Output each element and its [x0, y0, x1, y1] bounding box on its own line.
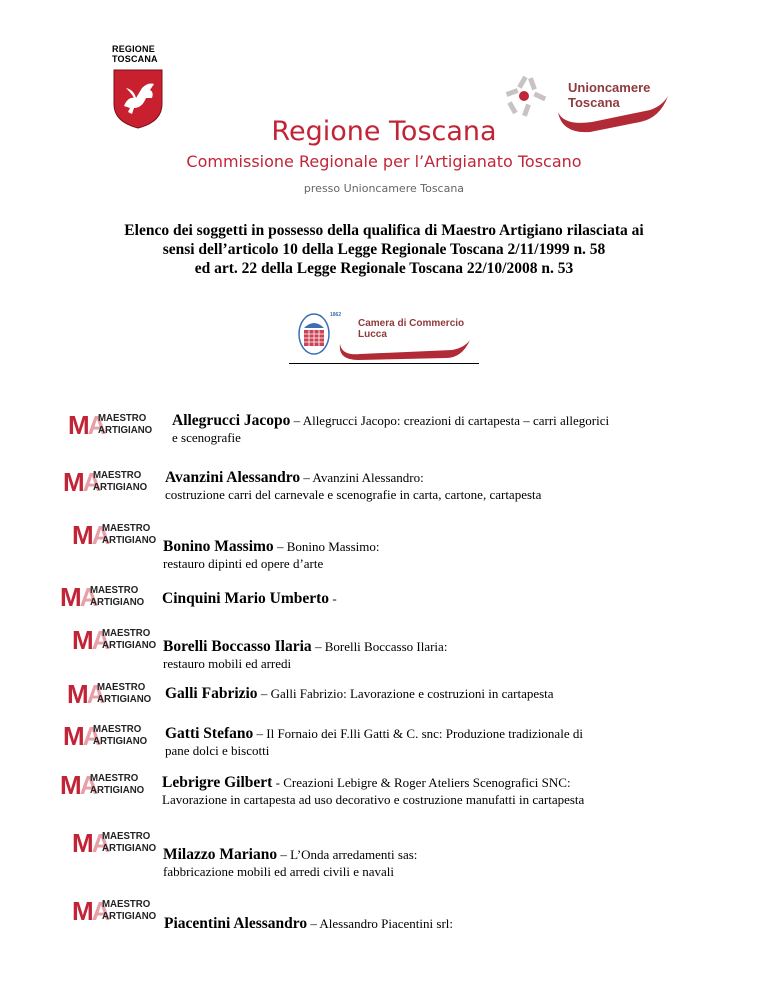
- ma-letter-m: M: [72, 896, 92, 926]
- maestro-artigiano-logo: [63, 722, 155, 750]
- entry-separator: -: [329, 591, 337, 606]
- entry-company: Avanzini Alessandro:: [312, 470, 424, 485]
- ma-word-maestro: MAESTRO: [102, 898, 151, 910]
- ma-word-maestro: MAESTRO: [93, 469, 142, 481]
- entry-company: Il Fornaio dei F.lli Gatti & C. snc: Produzione tradizionale di: [266, 726, 583, 741]
- maestro-artigiano-logo: [67, 680, 159, 708]
- ma-word-maestro: MAESTRO: [90, 772, 139, 784]
- ma-letter-m: M: [72, 625, 92, 655]
- entry-activity: e scenografie: [172, 430, 241, 445]
- entry-company: Galli Fabrizio: Lavorazione e costruzioni in cartapesta: [270, 686, 554, 701]
- maestro-artigiano-logo: [60, 583, 152, 611]
- ma-words: [93, 723, 147, 747]
- entry-separator: –: [311, 639, 325, 654]
- cc-logo-line1: Camera di Commercio: [358, 318, 465, 329]
- ma-word-artigiano: ARTIGIANO: [102, 639, 157, 651]
- entry-activity: fabbricazione mobili ed arredi civili e navali: [163, 864, 395, 879]
- list-item: [172, 412, 609, 446]
- list-item: [164, 915, 453, 932]
- entry-name: Bonino Massimo: [163, 538, 274, 555]
- list-item: [163, 846, 417, 880]
- rt-logo-line1: REGIONE: [112, 44, 155, 54]
- ma-word-maestro: MAESTRO: [102, 627, 151, 639]
- cc-logo-line2: Lucca: [358, 329, 387, 340]
- entry-company: Alessandro Piacentini srl:: [319, 916, 453, 931]
- ma-word-artigiano: ARTIGIANO: [102, 534, 157, 546]
- ma-word-artigiano: ARTIGIANO: [102, 842, 157, 854]
- ma-words: [90, 584, 144, 608]
- heading-line-2: sensi dell’articolo 10 della Legge Regionale Toscana 2/11/1999 n. 58: [162, 241, 606, 258]
- ma-letter-a: A: [82, 467, 100, 497]
- ma-word-artigiano: ARTIGIANO: [90, 596, 145, 608]
- entry-name: Gatti Stefano: [165, 725, 254, 742]
- entry-name: Milazzo Mariano: [163, 846, 278, 863]
- ma-letter-a: A: [87, 410, 105, 440]
- ma-letter-m: M: [68, 410, 88, 440]
- entry-name: Galli Fabrizio: [165, 685, 258, 702]
- ma-word-artigiano: ARTIGIANO: [93, 735, 148, 747]
- heading-line-3: ed art. 22 della Legge Regionale Toscana 22/10/2008 n. 53: [194, 260, 574, 277]
- camera-commercio-lucca-logo: [296, 310, 476, 362]
- entry-activity: pane dolci e biscotti: [165, 743, 270, 758]
- entry-separator: -: [272, 775, 284, 790]
- document-heading: [60, 221, 708, 278]
- list-item: [165, 685, 554, 702]
- entry-activity: costruzione carri del carnevale e scenografie in carta, cartone, cartapesta: [165, 487, 542, 502]
- list-item: [165, 469, 541, 503]
- ma-letter-a: A: [79, 770, 97, 800]
- entry-separator: –: [290, 413, 303, 428]
- entry-company: Borelli Boccasso Ilaria:: [324, 639, 448, 654]
- ma-word-maestro: MAESTRO: [90, 584, 139, 596]
- ma-letter-a: A: [91, 828, 109, 858]
- ma-word-maestro: MAESTRO: [102, 522, 151, 534]
- list-item: [163, 538, 380, 572]
- heading-line-1: Elenco dei soggetti in possesso della qualifica di Maestro Artigiano rilasciata ai: [124, 222, 644, 239]
- ma-word-artigiano: ARTIGIANO: [93, 481, 148, 493]
- ma-words: [93, 469, 147, 493]
- ma-words: [102, 898, 156, 922]
- ma-letter-m: M: [60, 582, 80, 612]
- entry-company: Allegrucci Jacopo: creazioni di cartapesta – carri allegorici: [302, 413, 610, 428]
- entry-separator: –: [253, 726, 267, 741]
- list-item: [162, 774, 584, 808]
- ma-word-artigiano: ARTIGIANO: [98, 424, 153, 436]
- entry-name: Cinquini Mario Umberto: [162, 590, 330, 607]
- ma-word-maestro: MAESTRO: [98, 412, 147, 424]
- ma-letter-m: M: [72, 828, 92, 858]
- entry-name: Lebrigre Gilbert: [162, 774, 273, 791]
- maestro-artigiano-logo: [72, 626, 164, 654]
- entry-name: Piacentini Alessandro: [164, 915, 308, 932]
- ma-words: [102, 830, 156, 854]
- ma-letter-m: M: [60, 770, 80, 800]
- ma-word-maestro: MAESTRO: [102, 830, 151, 842]
- entry-activity: Lavorazione in cartapesta ad uso decorativo e costruzione manufatti in cartapesta: [162, 792, 585, 807]
- page-subtitle: Commissione Regionale per l’Artigianato Toscano: [186, 152, 582, 171]
- maestro-artigiano-logo: [72, 897, 164, 925]
- ma-words: [102, 522, 156, 546]
- ma-word-maestro: MAESTRO: [93, 723, 142, 735]
- presso-text: presso Unioncamere Toscana: [303, 182, 465, 195]
- ma-words: [98, 412, 152, 436]
- ma-letter-a: A: [82, 721, 100, 751]
- cc-logo-number: 1862: [330, 312, 342, 318]
- list-item: [165, 725, 583, 759]
- ma-word-maestro: MAESTRO: [97, 681, 146, 693]
- maestro-artigiano-logo: [72, 829, 164, 857]
- list-item: [163, 638, 447, 672]
- ma-letter-m: M: [67, 679, 87, 709]
- rt-logo-line2: TOSCANA: [112, 54, 158, 64]
- entry-separator: –: [257, 686, 271, 701]
- entry-name: Allegrucci Jacopo: [172, 412, 291, 429]
- entry-separator: –: [300, 470, 313, 485]
- maestro-artigiano-logo: [68, 411, 160, 439]
- entry-separator: –: [307, 916, 320, 931]
- uc-logo-line1: Unioncamere: [568, 80, 651, 95]
- entry-activity: restauro mobili ed arredi: [163, 656, 292, 671]
- maestro-artigiano-logo: [60, 771, 152, 799]
- entry-activity: restauro dipinti ed opere d’arte: [163, 556, 324, 571]
- entry-separator: –: [277, 847, 291, 862]
- separator-rule: [289, 363, 479, 364]
- entry-company: Creazioni Lebigre & Roger Ateliers Scenografici SNC:: [283, 775, 571, 790]
- page-title: Regione Toscana: [271, 116, 497, 147]
- maestro-artigiano-logo: [72, 521, 164, 549]
- ma-word-artigiano: ARTIGIANO: [102, 910, 157, 922]
- ma-words: [102, 627, 156, 651]
- ma-words: [90, 772, 144, 796]
- ma-letter-m: M: [72, 520, 92, 550]
- ma-letter-a: A: [91, 896, 109, 926]
- ma-letter-a: A: [91, 625, 109, 655]
- ma-letter-m: M: [63, 467, 83, 497]
- list-item: [162, 590, 337, 607]
- entry-name: Avanzini Alessandro: [165, 469, 301, 486]
- ma-letter-a: A: [86, 679, 104, 709]
- maestro-artigiano-logo: [63, 468, 155, 496]
- uc-logo-line2: Toscana: [568, 95, 620, 110]
- entry-company: L’Onda arredamenti sas:: [290, 847, 418, 862]
- entry-name: Borelli Boccasso Ilaria: [163, 638, 312, 655]
- ma-words: [97, 681, 151, 705]
- ma-word-artigiano: ARTIGIANO: [90, 784, 145, 796]
- ma-letter-a: A: [91, 520, 109, 550]
- entry-separator: –: [273, 539, 287, 554]
- ma-letter-m: M: [63, 721, 83, 751]
- ma-word-artigiano: ARTIGIANO: [97, 693, 152, 705]
- entry-company: Bonino Massimo:: [286, 539, 380, 554]
- ma-letter-a: A: [79, 582, 97, 612]
